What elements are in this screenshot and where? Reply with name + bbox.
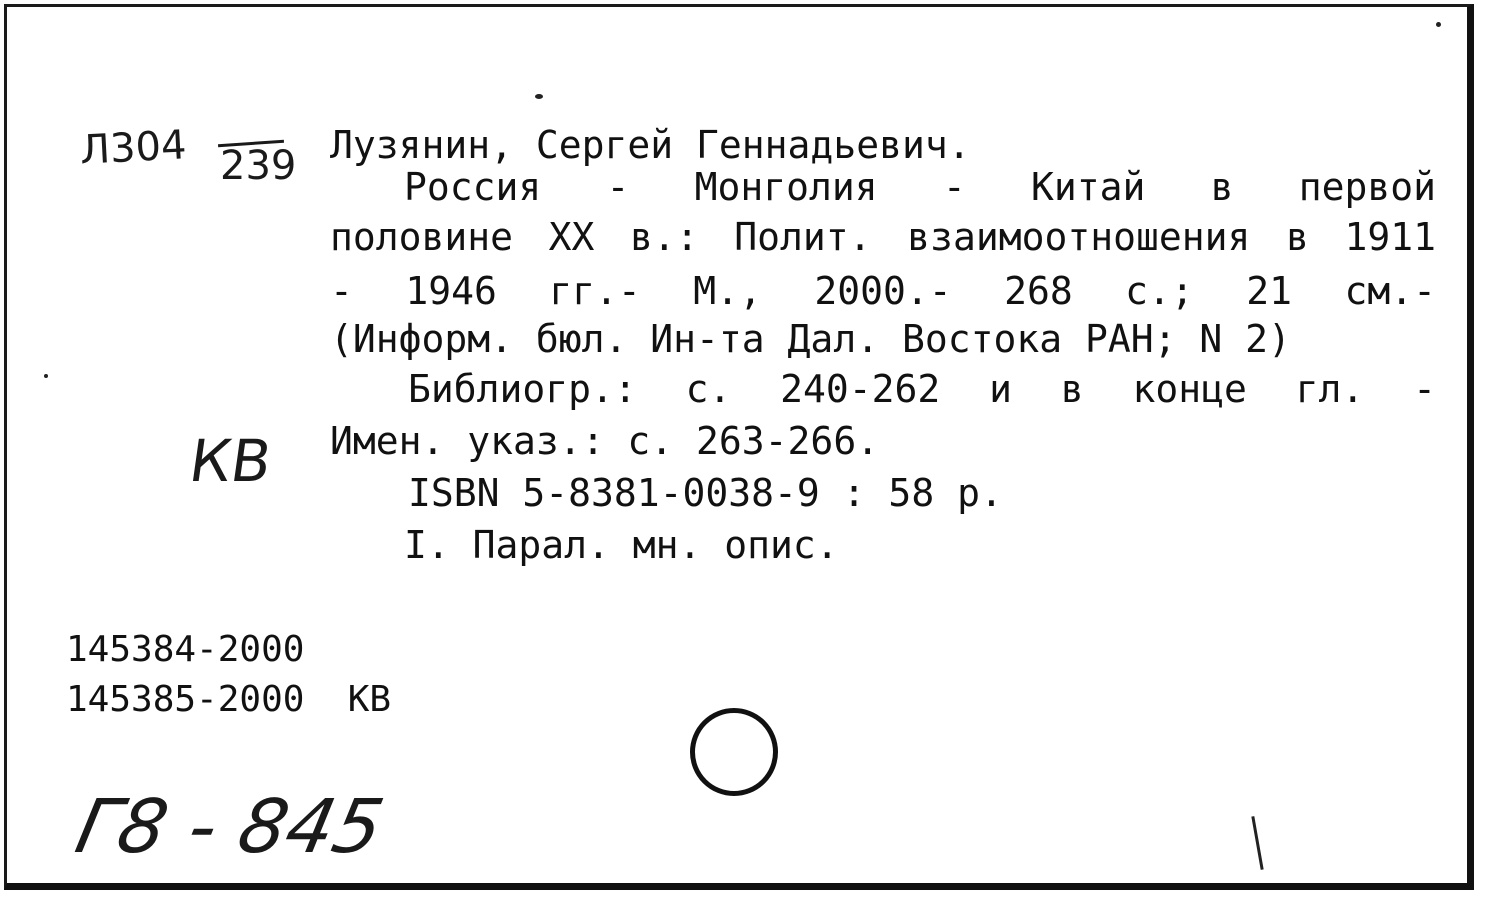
tracing-line: I. Парал. мн. опис. — [404, 523, 839, 567]
isbn-line: ISBN 5-8381-0038-9 : 58 р. — [408, 471, 1003, 515]
scan-speck — [535, 94, 543, 99]
title-line-3: - 1946 гг.- М., 2000.- 268 с.; 21 см.- — [330, 269, 1436, 313]
title-line-1: Россия - Монголия - Китай в первой — [404, 165, 1436, 209]
call-number-top: Л304 — [78, 122, 188, 174]
bibliography-line-1: Библиогр.: с. 240-262 и в конце гл. - — [408, 367, 1436, 411]
scan-speck — [1436, 22, 1441, 27]
author-heading: Лузянин, Сергей Геннадьевич. — [330, 123, 971, 167]
card-hole-circle — [690, 708, 778, 796]
inventory-number-2: 145385-2000 КВ — [66, 679, 392, 720]
handwritten-mark: КВ — [185, 427, 276, 495]
scan-speck — [44, 374, 48, 378]
title-line-2: половине XX в.: Полит. взаимоотношения в 1911 — [330, 215, 1436, 259]
inventory-number-1: 145384-2000 — [66, 629, 305, 670]
call-number-bottom: 239 — [220, 143, 297, 189]
bibliography-line-2: Имен. указ.: с. 263-266. — [330, 419, 880, 463]
series-statement: (Информ. бюл. Ин-та Дал. Востока РАН; N 2) — [330, 317, 1291, 361]
handwritten-code: Г8 - 845 — [68, 784, 391, 870]
